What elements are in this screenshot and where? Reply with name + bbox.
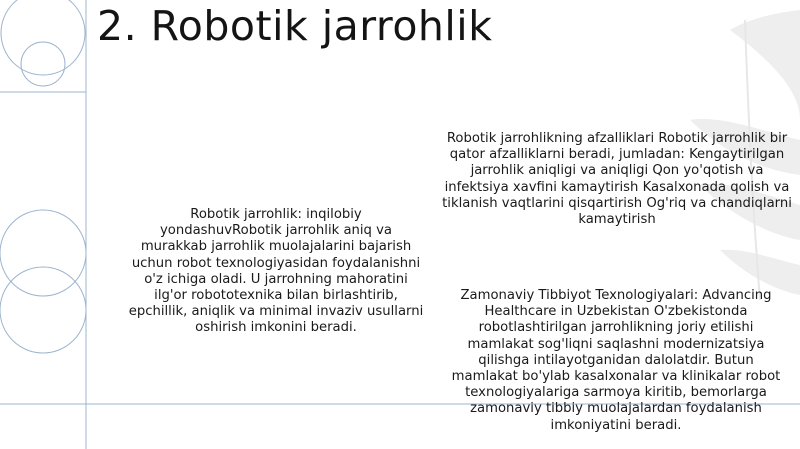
left-paragraph: Robotik jarrohlik: inqilobiy yondashuvRobotik jarrohlik aniq va murakkab jarrohlik muolajalarini bajarish uchun robot texnologiyasidan foydalanishni o'z ichiga oladi. U jarrohning mahoratini ilg'or robototexnika bilan birlashtirib, epchillik, aniqlik va minimal invaziv usullarni oshirish imkonini beradi. [128, 207, 424, 336]
right-paragraph-uzbekistan: Zamonaviy Tibbiyot Texnologiyalari: Advancing Healthcare in Uzbekistan O'zbekistonda robotlashtirilgan jarrohlikning joriy etilishi mamlakat sog'liqni saqlashni modernizatsiya qilishga intilayotganidan dalolatdir. Butun mamlakat bo'ylab kasalxonalar va klinikalar robot texnologiyalariga sarmoya kiritib, bemorlarga zamonaviy tibbiy muolajalardan foydalanish imkoniyatini beradi. [451, 288, 781, 433]
slide-title: 2. Robotik jarrohlik [97, 2, 493, 50]
right-paragraph-advantages: Robotik jarrohlikning afzalliklari Robotik jarrohlik bir qator afzalliklarni beradi, jumladan: Kengaytirilgan jarrohlik aniqligi va aniqligi Qon yo'qotish va infektsiya xavfini kamaytirish Kasalxonada qolish va tiklanish vaqtlarini qisqartirish Og'riq va chandiqlarni kamaytirish [442, 131, 792, 228]
